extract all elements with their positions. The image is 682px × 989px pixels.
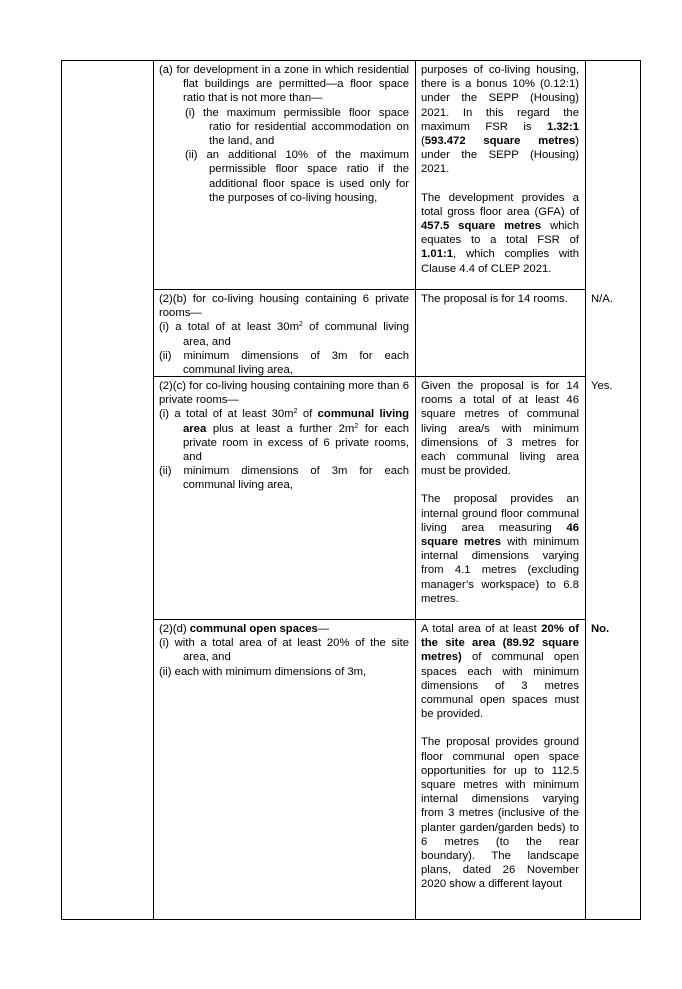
table-row-2-complies [591, 292, 637, 306]
clause-subitem: (ii) minimum dimensions of 3m for each communal living area, [159, 349, 409, 377]
clause-heading: (2)(c) for co-living housing containing more than 6 private rooms— [159, 380, 409, 407]
comment-paragraph: Given the proposal is for 14 rooms a total of at least 46 square metres of communal living area/s with minimum dimensions of 3 metres for each communal living area must be provided. [421, 380, 579, 478]
clause-subitem: (i) the maximum permissible floor space ratio for residential accommodation on the land, and [185, 106, 409, 148]
table-row-4-complies [591, 622, 637, 636]
table-row-3-comment [421, 379, 579, 606]
compliance-status: Yes. [591, 380, 613, 392]
column-divider [585, 60, 586, 920]
comment-paragraph: The development provides a total gross floor area (GFA) of 457.5 square metres which equates to a total FSR of 1.01:1, which complies with Clause 4.4 of CLEP 2021. [421, 191, 579, 275]
comment-paragraph: purposes of co-living housing, there is a bonus 10% (0.12:1) under the SEPP (Housing) 2021. In this regard the maximum FSR is 1.32:1 (593.472 square metres) under the SEPP (Housing) 2021. [421, 64, 579, 176]
compliance-status: N/A. [591, 293, 613, 305]
table-row-3-clause [159, 379, 409, 493]
clause-text: (a) for development in a zone in which residential flat buildings are permitted—a floor space ratio that is not more than— [159, 64, 409, 105]
table-row-1-clause [159, 63, 409, 205]
row-divider [153, 619, 585, 620]
comment-paragraph: The proposal is for 14 rooms. [421, 293, 568, 305]
clause-heading: (2)(d) communal open spaces— [159, 623, 330, 635]
table-row-2-comment [421, 292, 579, 306]
compliance-status: No. [591, 623, 610, 635]
comment-paragraph: A total area of at least 20% of the site area (89.92 square metres) of communal open spaces each with minimum dimensions of 3 metres communal open spaces must be provided. [421, 623, 579, 721]
table-row-1-comment [421, 63, 579, 276]
comment-paragraph: The proposal provides ground floor communal open space opportunities for up to 112.5 square metres with minimum internal dimensions varying from 3 metres (inclusive of the planter garden/garden beds) to 6 metres (to the rear boundary). The landscape plans, dated 26 November 2020 show a different layout [421, 736, 579, 891]
table-row-4-clause [159, 622, 409, 679]
table-row-4-comment [421, 622, 579, 892]
clause-subitem: (i) a total of at least $30m^2$ of communal living area, and [159, 321, 409, 348]
clause-heading: (2)(b) for co-living housing containing 6 private rooms— [159, 293, 409, 320]
clause-subitem: (ii) each with minimum dimensions of 3m, [159, 665, 367, 678]
clause-subitem: (i) with a total area of at least 20% of the site area, and [159, 637, 409, 664]
clause-subitem: (i) a total of at least $30m^2$ of communal living area plus at least a further $2m^2$ for each private room in excess of 6 private rooms, and [159, 408, 410, 464]
table-row-3-complies [591, 379, 637, 393]
clause-subitem: (ii) an additional 10% of the maximum permissible floor space ratio if the additional floor space is used only for the purposes of co-living housing, [185, 149, 409, 204]
row-divider [153, 289, 585, 290]
column-divider [415, 60, 416, 920]
comment-paragraph: The proposal provides an internal ground floor communal living area measuring 46 square metres with minimum internal dimensions varying from 4.1 metres (excluding manager’s workspace) to 6.8 metres. [421, 493, 579, 605]
clause-subitem: (ii) minimum dimensions of 3m for each communal living area, [159, 465, 409, 492]
table-row-2-clause [159, 292, 409, 377]
column-divider [153, 60, 154, 920]
